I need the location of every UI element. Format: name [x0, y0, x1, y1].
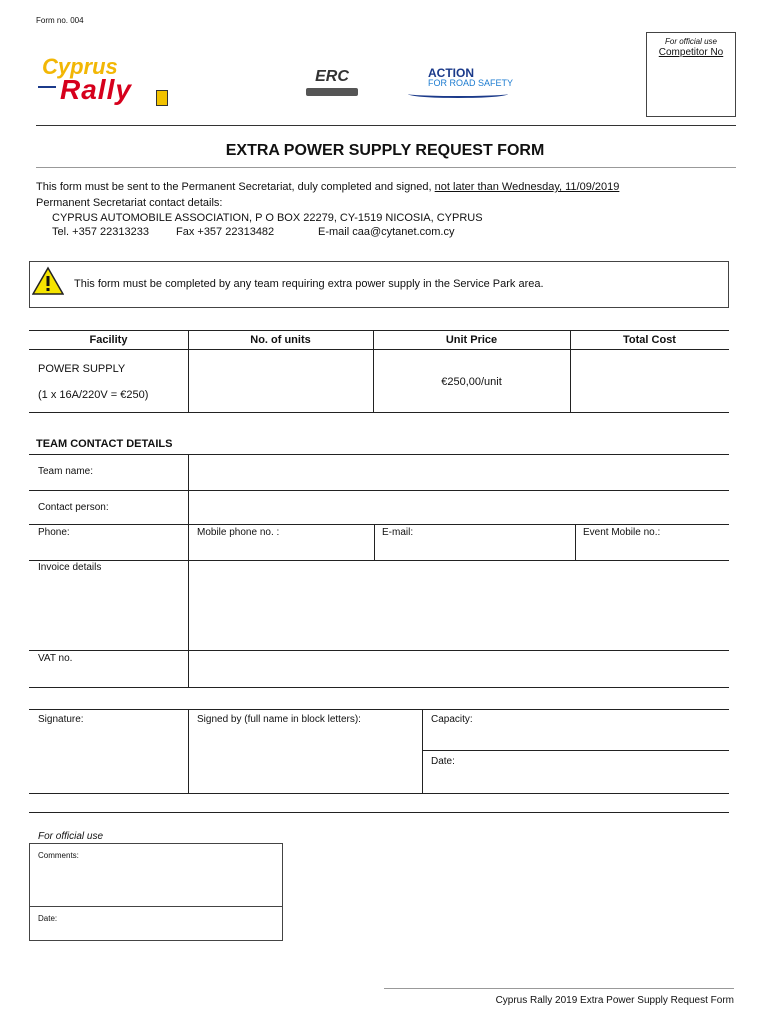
- signed-by-label: Signed by (full name in block letters):: [197, 714, 361, 725]
- footer-text: Cyprus Rally 2019 Extra Power Supply Request Form: [495, 995, 734, 1006]
- mobile-label: Mobile phone no. :: [197, 527, 280, 538]
- intro-address: CYPRUS AUTOMOBILE ASSOCIATION, P O BOX 22279, CY-1519 NICOSIA, CYPRUS: [52, 212, 483, 224]
- warning-icon: [32, 266, 64, 296]
- deadline: not later than Wednesday, 11/09/2019: [434, 181, 620, 193]
- official-use-label: For official use: [664, 37, 718, 46]
- phone-label: Phone:: [38, 527, 70, 538]
- email-label: E-mail:: [382, 527, 414, 538]
- notice-text: This form must be completed by any team requiring extra power supply in the Service Park area.: [74, 278, 544, 290]
- intro-fax: Fax +357 22313482: [176, 226, 275, 238]
- vat-field[interactable]: [189, 651, 729, 686]
- vat-label: VAT no.: [38, 653, 73, 664]
- contact-person-label: Contact person:: [38, 502, 109, 513]
- comments-label: Comments:: [38, 851, 79, 860]
- official-use-comments-box: [29, 843, 283, 941]
- intro-email: E-mail caa@cytanet.com.cy: [318, 226, 455, 238]
- intro-line-2: Permanent Secretariat contact details:: [36, 197, 223, 209]
- header-unit-price: Unit Price: [445, 334, 498, 346]
- intro-line-1: This form must be sent to the Permanent Secretariat, duly completed and signed, not later than Wednesday, 11/09/2019: [36, 181, 620, 193]
- header-facility: Facility: [89, 334, 128, 346]
- event-mobile-label: Event Mobile no.:: [583, 527, 661, 538]
- capacity-label: Capacity:: [431, 714, 473, 725]
- intro-tel: Tel. +357 22313233: [52, 226, 149, 238]
- header-total-cost: Total Cost: [623, 334, 676, 346]
- signature-label: Signature:: [38, 714, 84, 725]
- team-contact-heading: TEAM CONTACT DETAILS: [36, 438, 173, 450]
- total-cost-input[interactable]: [571, 350, 728, 411]
- page-title: EXTRA POWER SUPPLY REQUEST FORM: [225, 142, 545, 159]
- date-label: Date:: [431, 756, 455, 767]
- form-number: Form no. 004: [36, 16, 84, 25]
- cyprus-rally-logo: Cyprus Rally: [38, 54, 178, 110]
- title-divider: [36, 167, 736, 168]
- team-name-label: Team name:: [38, 466, 94, 477]
- official-date-label: Date:: [38, 914, 58, 923]
- bottom-official-use-label: For official use: [38, 831, 104, 842]
- header-units: No. of units: [250, 334, 311, 346]
- invoice-field[interactable]: [189, 561, 729, 649]
- header-divider: [36, 125, 736, 126]
- unit-price-value: €250,00/unit: [441, 376, 502, 388]
- team-name-field[interactable]: [189, 455, 729, 489]
- competitor-no-label: Competitor No: [658, 47, 724, 58]
- facility-name: POWER SUPPLY: [38, 363, 126, 375]
- facility-spec: (1 x 16A/220V = €250): [38, 389, 149, 401]
- notice-box: [29, 261, 729, 308]
- units-input[interactable]: [189, 350, 372, 411]
- official-use-box: [646, 32, 736, 117]
- erc-logo: ERC: [304, 68, 360, 100]
- action-road-safety-logo: ACTION FOR ROAD SAFETY: [408, 66, 518, 100]
- contact-person-field[interactable]: [189, 491, 729, 523]
- invoice-label: Invoice details: [38, 562, 102, 573]
